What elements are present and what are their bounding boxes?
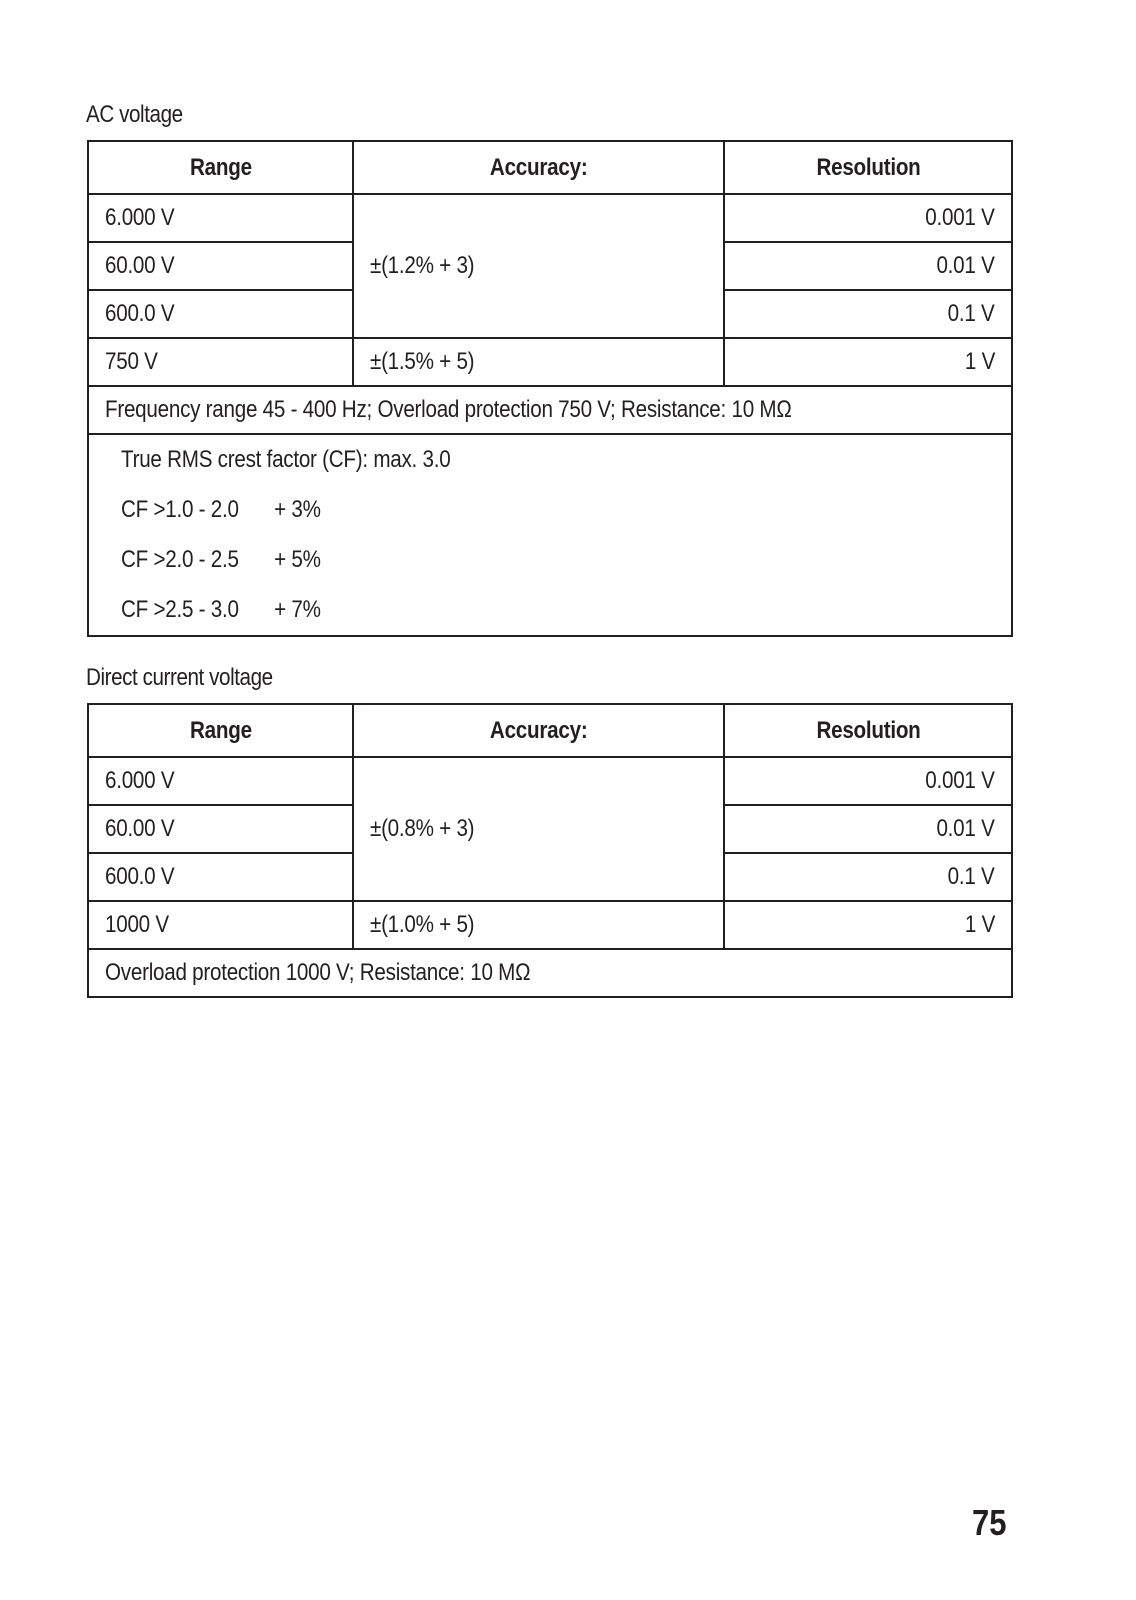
resolution-cell: 0.001 V [724, 194, 1012, 242]
resolution-header: Resolution [724, 141, 1012, 194]
crest-factor-block [88, 434, 1012, 636]
ac-note: Frequency range 45 - 400 Hz; Overload protection 750 V; Resistance: 10 MΩ [88, 386, 1012, 434]
resolution-cell: 0.01 V [724, 242, 1012, 290]
accuracy-cell: ±(1.0% + 5) [353, 901, 724, 949]
crest-factor-line: CF >2.5 - 3.0 + 7% [121, 596, 321, 623]
dc-note: Overload protection 1000 V; Resistance: 10 MΩ [88, 949, 1012, 997]
crest-factor-line: CF >2.0 - 2.5 + 5% [121, 546, 321, 573]
resolution-cell: 0.01 V [724, 805, 1012, 853]
table-row [88, 901, 1012, 949]
range-cell: 60.00 V [88, 242, 353, 290]
ac-voltage-title: AC voltage [86, 101, 183, 128]
page-number: 75 [972, 1502, 1007, 1543]
range-cell: 600.0 V [88, 853, 353, 901]
resolution-cell: 1 V [724, 901, 1012, 949]
range-header: Range [88, 704, 353, 757]
resolution-header: Resolution [724, 704, 1012, 757]
dc-voltage-title: Direct current voltage [86, 664, 273, 691]
note-row [88, 386, 1012, 434]
range-cell: 6.000 V [88, 194, 353, 242]
crest-factor-line: CF >1.0 - 2.0 + 3% [121, 496, 321, 523]
range-cell: 1000 V [88, 901, 353, 949]
accuracy-cell: ±(1.5% + 5) [353, 338, 724, 386]
crest-factor-row [88, 434, 1012, 636]
range-cell: 60.00 V [88, 805, 353, 853]
table-row [88, 757, 1012, 805]
accuracy-header: Accuracy: [353, 141, 724, 194]
resolution-cell: 1 V [724, 338, 1012, 386]
resolution-cell: 0.1 V [724, 853, 1012, 901]
note-row [88, 949, 1012, 997]
dc-voltage-table [87, 703, 1013, 998]
table-header-row [88, 704, 1012, 757]
accuracy-cell: ±(0.8% + 3) [353, 757, 724, 901]
table-row [88, 194, 1012, 242]
range-header: Range [88, 141, 353, 194]
range-cell: 600.0 V [88, 290, 353, 338]
accuracy-cell: ±(1.2% + 3) [353, 194, 724, 338]
crest-factor-title: True RMS crest factor (CF): max. 3.0 [121, 446, 451, 473]
table-row [88, 338, 1012, 386]
table-header-row [88, 141, 1012, 194]
range-cell: 750 V [88, 338, 353, 386]
ac-voltage-table [87, 140, 1013, 637]
resolution-cell: 0.001 V [724, 757, 1012, 805]
accuracy-header: Accuracy: [353, 704, 724, 757]
range-cell: 6.000 V [88, 757, 353, 805]
resolution-cell: 0.1 V [724, 290, 1012, 338]
